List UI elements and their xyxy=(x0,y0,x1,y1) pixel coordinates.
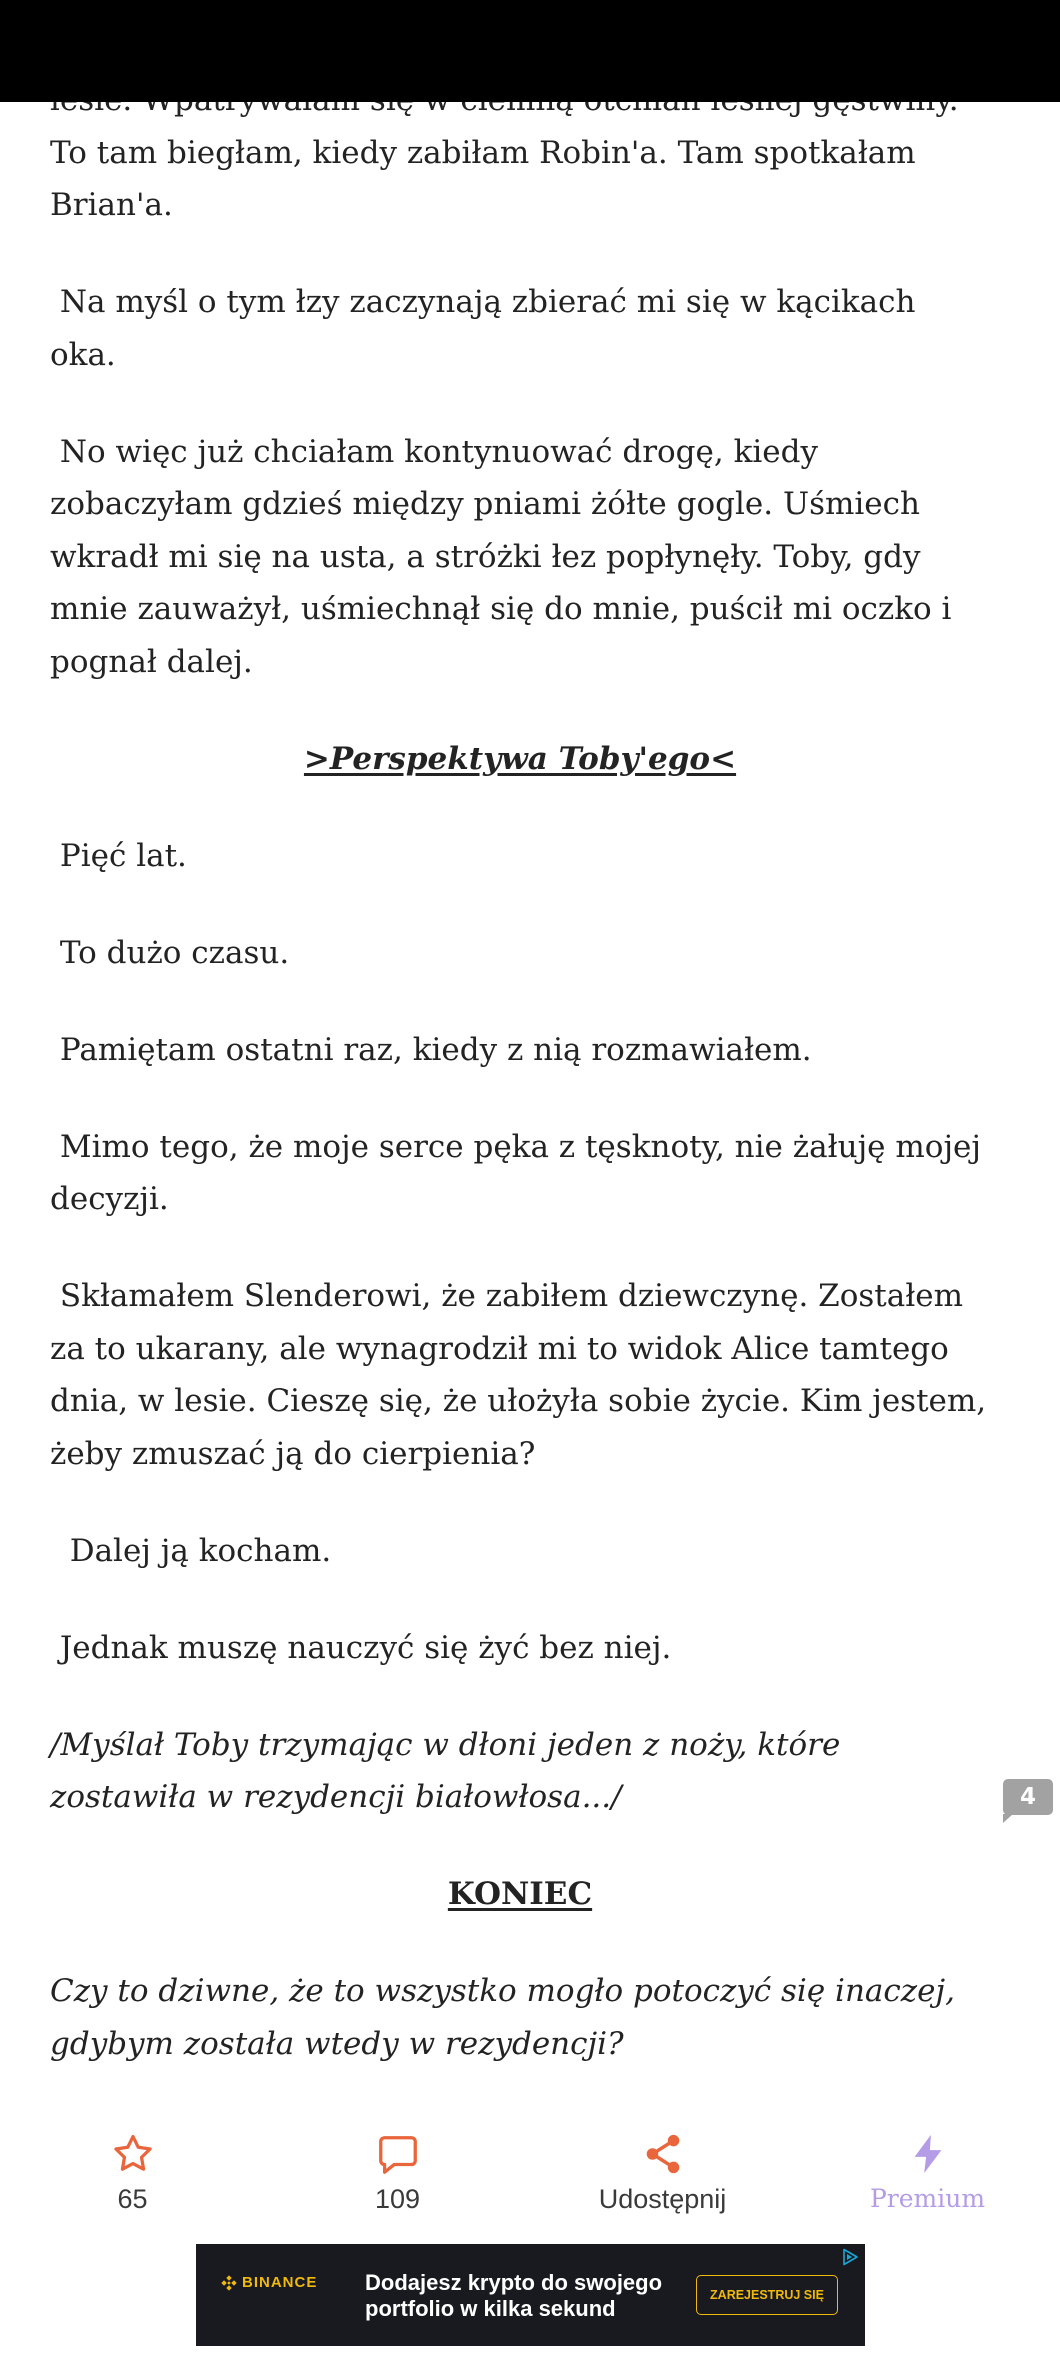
text-line: mnie zauważył, uśmiechnął się do mnie, puścił mi oczko i xyxy=(50,591,952,627)
text-line: decyzji. xyxy=(50,1181,169,1217)
text-line: Jednak muszę nauczyć się żyć bez niej. xyxy=(50,1629,672,1666)
paragraph xyxy=(50,276,990,381)
text-line: Dalej ją kocham. xyxy=(50,1532,332,1569)
text-line: dnia, w lesie. Cieszę się, że ułożyła sobie życie. Kim jestem, xyxy=(50,1383,987,1419)
text-line: za to ukarany, ale wynagrodził mi to widok Alice tamtego xyxy=(50,1330,949,1367)
top-status-bar xyxy=(0,0,1060,102)
end-heading: KONIEC xyxy=(447,1876,593,1912)
paragraph xyxy=(50,1965,990,2070)
perspective-heading: >Perspektywa Toby'ego< xyxy=(303,740,737,777)
share-button[interactable] xyxy=(530,2126,795,2226)
paragraph xyxy=(50,830,990,883)
paragraph xyxy=(50,1719,990,1824)
paragraph xyxy=(50,1024,990,1077)
paragraph xyxy=(50,1270,990,1480)
text-line: Brian'a. xyxy=(50,187,173,223)
ad-headline-line: portfolio w kilka sekund xyxy=(365,2296,616,2321)
paragraph xyxy=(50,1622,990,1675)
text-line: To dużo czasu. xyxy=(50,934,290,971)
ad-headline xyxy=(365,2270,662,2322)
ad-banner[interactable] xyxy=(196,2244,865,2346)
section-heading xyxy=(50,733,990,786)
paragraph xyxy=(50,927,990,980)
paragraph xyxy=(50,1525,990,1578)
share-icon xyxy=(640,2131,686,2177)
lightning-icon xyxy=(905,2131,951,2177)
ad-signup-button[interactable]: ZAREJESTRUJ SIĘ xyxy=(696,2275,838,2315)
text-line: gdybym została wtedy w rezydencji? xyxy=(50,2025,624,2062)
text-line: pognał dalej. xyxy=(50,643,253,680)
vote-count: 65 xyxy=(117,2184,148,2214)
text-line: żeby zmuszać ją do cierpienia? xyxy=(50,1435,536,1472)
premium-label: Premium xyxy=(869,2184,986,2213)
comments-button[interactable] xyxy=(265,2126,530,2226)
section-heading xyxy=(50,1868,990,1921)
text-line: Skłamałem Slenderowi, że zabiłem dziewczynę. Zostałem xyxy=(50,1278,964,1314)
ad-brand: BINANCE xyxy=(242,2274,318,2291)
text-line: zostawiła w rezydencji białowłosa.../ xyxy=(50,1779,622,1815)
text-line: zobaczyłam gdzieś między pniami żółte gogle. Uśmiech xyxy=(50,486,920,522)
text-line: wkradł mi się na usta, a stróżki łez popłynęły. Toby, gdy xyxy=(50,538,921,575)
paragraph xyxy=(50,1121,990,1226)
text-line: Czy to dziwne, że to wszystko mogło potoczyć się inaczej, xyxy=(50,1973,955,2009)
text-line: /Myślał Toby trzymając w dłoni jeden z noży, które xyxy=(50,1726,841,1763)
comment-count: 109 xyxy=(374,2184,421,2214)
ad-headline-line: Dodajesz krypto do swojego xyxy=(365,2270,663,2295)
premium-button[interactable] xyxy=(795,2126,1060,2226)
paragraph xyxy=(50,426,990,689)
star-icon xyxy=(110,2131,156,2177)
story-text xyxy=(50,74,990,2115)
binance-logo-icon xyxy=(220,2274,238,2292)
adchoices-icon[interactable] xyxy=(839,2246,861,2268)
text-line: oka. xyxy=(50,336,116,373)
text-line: To tam biegłam, kiedy zabiłam Robin'a. Tam spotkałam xyxy=(50,134,916,171)
text-line: Pięć lat. xyxy=(50,837,187,874)
text-line: Na myśl o tym łzy zaczynają zbierać mi się w kącikach xyxy=(50,284,916,320)
text-line: Pamiętam ostatni raz, kiedy z nią rozmawiałem. xyxy=(50,1031,812,1068)
inline-comment-badge[interactable]: 4 xyxy=(1003,1779,1053,1815)
share-label: Udostępnij xyxy=(598,2184,727,2214)
vote-button[interactable] xyxy=(0,2126,265,2226)
text-line: Mimo tego, że moje serce pęka z tęsknoty, nie żałuję mojej xyxy=(50,1128,982,1165)
text-line: No więc już chciałam kontynuować drogę, kiedy xyxy=(50,433,818,470)
comment-icon xyxy=(375,2131,421,2177)
